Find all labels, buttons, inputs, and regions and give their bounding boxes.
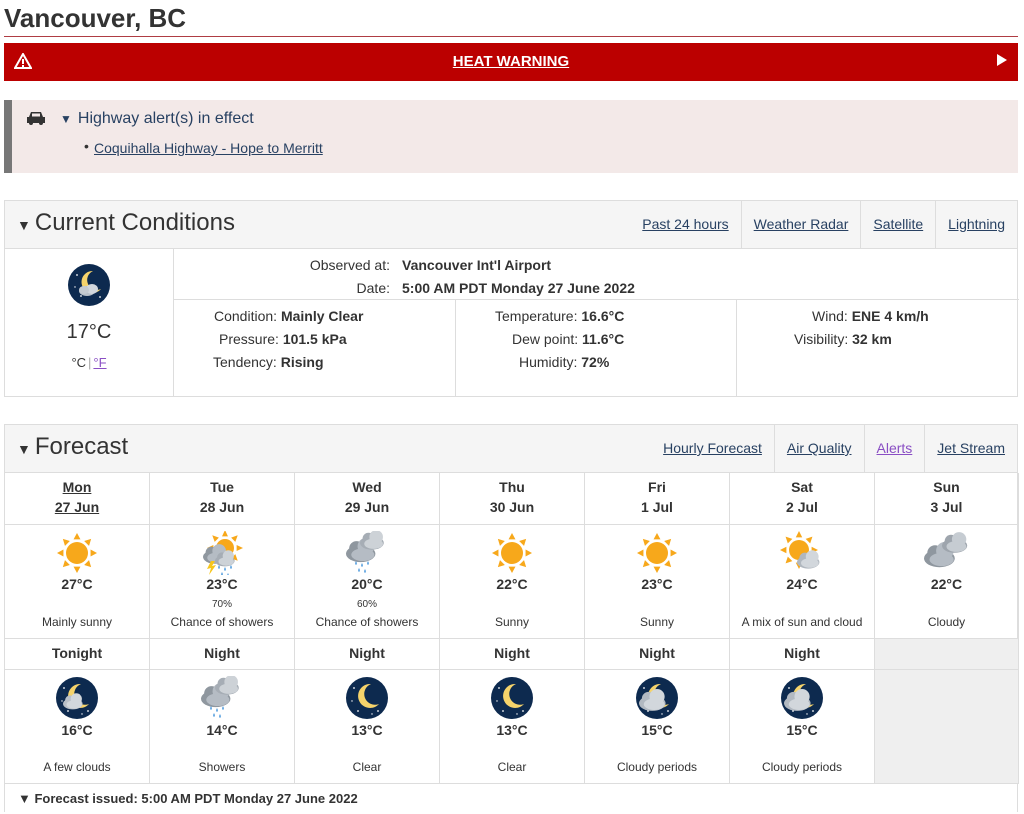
details-col-1 bbox=[174, 300, 456, 396]
condition-details bbox=[174, 300, 1019, 396]
visibility-value: 32 km bbox=[852, 331, 892, 347]
wind-label: Wind: bbox=[812, 308, 848, 324]
moon-icon bbox=[489, 676, 535, 725]
tab-jet-stream[interactable]: Jet Stream bbox=[924, 425, 1017, 472]
tab-past-24-hours[interactable]: Past 24 hours bbox=[642, 216, 729, 232]
tab-lightning[interactable]: Lightning bbox=[935, 201, 1017, 248]
forecast-day-header[interactable] bbox=[440, 473, 585, 525]
tab-air-quality[interactable]: Air Quality bbox=[774, 425, 864, 472]
heat-warning-link[interactable]: HEAT WARNING bbox=[452, 53, 570, 70]
forecast-day-cell bbox=[875, 525, 1019, 639]
night-cloudy-icon bbox=[779, 676, 825, 725]
temperature-label: Temperature: bbox=[495, 308, 578, 324]
caret-down-icon: ▼ bbox=[18, 791, 35, 806]
forecast-day-header[interactable] bbox=[875, 473, 1019, 525]
forecast-night-label: Tonight bbox=[51, 645, 103, 661]
temperature-value: 16.6°C bbox=[581, 308, 625, 324]
unit-fahrenheit-link[interactable]: °F bbox=[93, 355, 107, 370]
night-cloudy-icon bbox=[634, 676, 680, 725]
forecast-day-pop: 60% bbox=[356, 599, 377, 610]
bullet: • bbox=[84, 138, 89, 154]
forecast-issued-text: Forecast issued: 5:00 AM PDT Monday 27 June 2022 bbox=[34, 791, 358, 806]
forecast-night-cell bbox=[730, 670, 875, 784]
forecast-day-cell bbox=[585, 525, 730, 639]
forecast-header bbox=[5, 425, 1017, 473]
forecast-day-desc: Chance of showers bbox=[170, 615, 274, 629]
forecast-night-label: Night bbox=[784, 645, 820, 661]
humidity-value: 72% bbox=[581, 354, 610, 370]
forecast-day-cell bbox=[295, 525, 440, 639]
highway-alert-link[interactable]: Coquihalla Highway - Hope to Merritt bbox=[94, 140, 323, 156]
forecast-title: Forecast bbox=[34, 433, 129, 460]
cloud-rain-icon bbox=[199, 676, 245, 725]
pressure-value: 101.5 kPa bbox=[282, 331, 347, 347]
forecast-day-header[interactable] bbox=[5, 473, 150, 525]
current-conditions-toggle[interactable] bbox=[17, 209, 235, 237]
sun-cloud-storm-icon bbox=[199, 531, 245, 580]
highway-alert-title: Highway alert(s) in effect bbox=[77, 110, 254, 127]
forecast-day-date: 30 Jun bbox=[489, 499, 535, 515]
highway-alert-box bbox=[4, 100, 1018, 173]
current-conditions-title: Current Conditions bbox=[34, 209, 235, 236]
forecast-night-cell bbox=[150, 670, 295, 784]
forecast-night-label: Night bbox=[204, 645, 240, 661]
sun-icon bbox=[489, 531, 535, 580]
moon-icon bbox=[344, 676, 390, 725]
car-icon bbox=[26, 110, 46, 131]
forecast-day-header[interactable] bbox=[295, 473, 440, 525]
details-col-3 bbox=[736, 300, 1017, 396]
forecast-night-header bbox=[5, 639, 150, 670]
forecast-day-cell bbox=[5, 525, 150, 639]
forecast-night-temp: 15°C bbox=[786, 722, 818, 738]
date-label: Date: bbox=[356, 280, 390, 296]
unit-celsius: °C bbox=[71, 355, 87, 370]
heat-warning-banner[interactable] bbox=[4, 43, 1018, 81]
forecast-day-cell bbox=[730, 525, 875, 639]
caret-down-icon: ▼ bbox=[17, 441, 31, 457]
visibility-label: Visibility: bbox=[794, 331, 849, 347]
forecast-day-desc: Sunny bbox=[494, 615, 530, 629]
forecast-day-name: Mon bbox=[62, 479, 92, 495]
forecast-night-desc: Cloudy periods bbox=[761, 760, 843, 774]
forecast-night-temp: 14°C bbox=[206, 722, 238, 738]
tab-weather-radar[interactable]: Weather Radar bbox=[741, 201, 861, 248]
sun-icon bbox=[54, 531, 100, 580]
humidity-label: Humidity: bbox=[519, 354, 578, 370]
date-value: 5:00 AM PDT Monday 27 June 2022 bbox=[402, 280, 635, 296]
forecast-day-date: 28 Jun bbox=[199, 499, 245, 515]
forecast-day-desc: Chance of showers bbox=[315, 615, 419, 629]
forecast-day-date: 27 Jun bbox=[54, 499, 100, 515]
observed-at-label: Observed at: bbox=[309, 257, 390, 273]
forecast-night-header bbox=[440, 639, 585, 670]
empty-night-header bbox=[875, 639, 1019, 670]
forecast-day-temp: 20°C bbox=[351, 576, 383, 592]
forecast-day-temp: 23°C bbox=[641, 576, 673, 592]
forecast-day-desc: Mainly sunny bbox=[41, 615, 113, 629]
forecast-night-desc: Clear bbox=[352, 760, 382, 774]
night-partly-cloudy-icon bbox=[54, 676, 100, 725]
forecast-night-temp: 15°C bbox=[641, 722, 673, 738]
forecast-day-temp: 27°C bbox=[61, 576, 93, 592]
forecast-day-temp: 22°C bbox=[496, 576, 528, 592]
condition-value: Mainly Clear bbox=[280, 308, 364, 324]
caret-down-icon: ▼ bbox=[60, 112, 72, 126]
dewpoint-value: 11.6°C bbox=[582, 331, 625, 347]
forecast-night-cell bbox=[5, 670, 150, 784]
forecast-night-desc: A few clouds bbox=[43, 760, 111, 774]
tab-satellite[interactable]: Satellite bbox=[860, 201, 935, 248]
forecast-panel bbox=[4, 424, 1018, 812]
wind-value: ENE 4 km/h bbox=[851, 308, 929, 324]
forecast-day-name: Tue bbox=[210, 479, 234, 495]
forecast-night-cell bbox=[440, 670, 585, 784]
play-arrow-icon[interactable] bbox=[996, 52, 1008, 72]
forecast-day-name: Sat bbox=[791, 479, 813, 495]
empty-night-cell bbox=[875, 670, 1019, 784]
forecast-night-label: Night bbox=[349, 645, 385, 661]
forecast-day-desc: Sunny bbox=[639, 615, 675, 629]
forecast-day-name: Wed bbox=[352, 479, 382, 495]
forecast-day-temp: 23°C bbox=[206, 576, 238, 592]
forecast-day-name: Sun bbox=[933, 479, 960, 495]
forecast-day-desc: A mix of sun and cloud bbox=[741, 615, 863, 629]
page-title: Vancouver, BC bbox=[4, 0, 1018, 37]
current-conditions-header bbox=[5, 201, 1017, 249]
forecast-day-date: 29 Jun bbox=[344, 499, 390, 515]
forecast-day-header[interactable] bbox=[150, 473, 295, 525]
forecast-day-name: Fri bbox=[648, 479, 666, 495]
forecast-night-header bbox=[150, 639, 295, 670]
forecast-night-header bbox=[585, 639, 730, 670]
cloud-icon bbox=[924, 531, 970, 580]
forecast-night-temp: 16°C bbox=[61, 722, 93, 738]
sun-icon bbox=[634, 531, 680, 580]
current-conditions-panel bbox=[4, 200, 1018, 397]
sun-cloud-icon bbox=[779, 531, 825, 580]
night-partly-cloudy-icon bbox=[67, 263, 111, 312]
forecast-night-desc: Clear bbox=[497, 760, 527, 774]
highway-alert-toggle[interactable] bbox=[60, 110, 254, 128]
forecast-day-cell bbox=[440, 525, 585, 639]
forecast-day-cell bbox=[150, 525, 295, 639]
forecast-day-header[interactable] bbox=[585, 473, 730, 525]
current-temperature: 17°C bbox=[66, 321, 112, 343]
forecast-night-cell bbox=[585, 670, 730, 784]
forecast-day-temp: 22°C bbox=[930, 576, 963, 592]
forecast-night-temp: 13°C bbox=[351, 722, 383, 738]
forecast-day-pop: 70% bbox=[211, 599, 232, 610]
details-col-2 bbox=[455, 300, 737, 396]
cloud-rain-icon bbox=[344, 531, 390, 580]
dewpoint-label: Dew point: bbox=[512, 331, 579, 347]
forecast-issued[interactable] bbox=[18, 791, 358, 806]
forecast-night-header bbox=[730, 639, 875, 670]
current-summary bbox=[5, 249, 174, 396]
forecast-day-date: 2 Jul bbox=[786, 499, 818, 515]
forecast-night-temp: 13°C bbox=[496, 722, 528, 738]
forecast-night-desc: Showers bbox=[198, 760, 246, 774]
forecast-day-name: Thu bbox=[499, 479, 525, 495]
condition-label: Condition: bbox=[214, 308, 278, 324]
forecast-day-date: 3 Jul bbox=[930, 499, 963, 515]
forecast-grid bbox=[5, 473, 1017, 786]
forecast-night-header bbox=[295, 639, 440, 670]
forecast-day-temp: 24°C bbox=[786, 576, 818, 592]
tab-alerts[interactable]: Alerts bbox=[864, 425, 925, 472]
observed-at-value: Vancouver Int'l Airport bbox=[402, 257, 552, 273]
forecast-tabs bbox=[651, 425, 1017, 472]
forecast-night-label: Night bbox=[639, 645, 675, 661]
forecast-night-cell bbox=[295, 670, 440, 784]
forecast-day-header[interactable] bbox=[730, 473, 875, 525]
observation-info bbox=[174, 249, 1019, 300]
unit-toggle: °C | °F bbox=[71, 355, 107, 370]
pressure-label: Pressure: bbox=[219, 331, 279, 347]
tendency-label: Tendency: bbox=[213, 354, 277, 370]
forecast-night-label: Night bbox=[494, 645, 530, 661]
forecast-night-desc: Cloudy periods bbox=[616, 760, 698, 774]
caret-down-icon: ▼ bbox=[17, 217, 31, 233]
forecast-day-date: 1 Jul bbox=[641, 499, 673, 515]
tendency-value: Rising bbox=[280, 354, 324, 370]
forecast-toggle[interactable] bbox=[17, 433, 128, 461]
current-conditions-tabs bbox=[630, 201, 1017, 248]
tab-hourly-forecast[interactable]: Hourly Forecast bbox=[663, 440, 762, 456]
forecast-day-desc: Cloudy bbox=[927, 615, 966, 629]
